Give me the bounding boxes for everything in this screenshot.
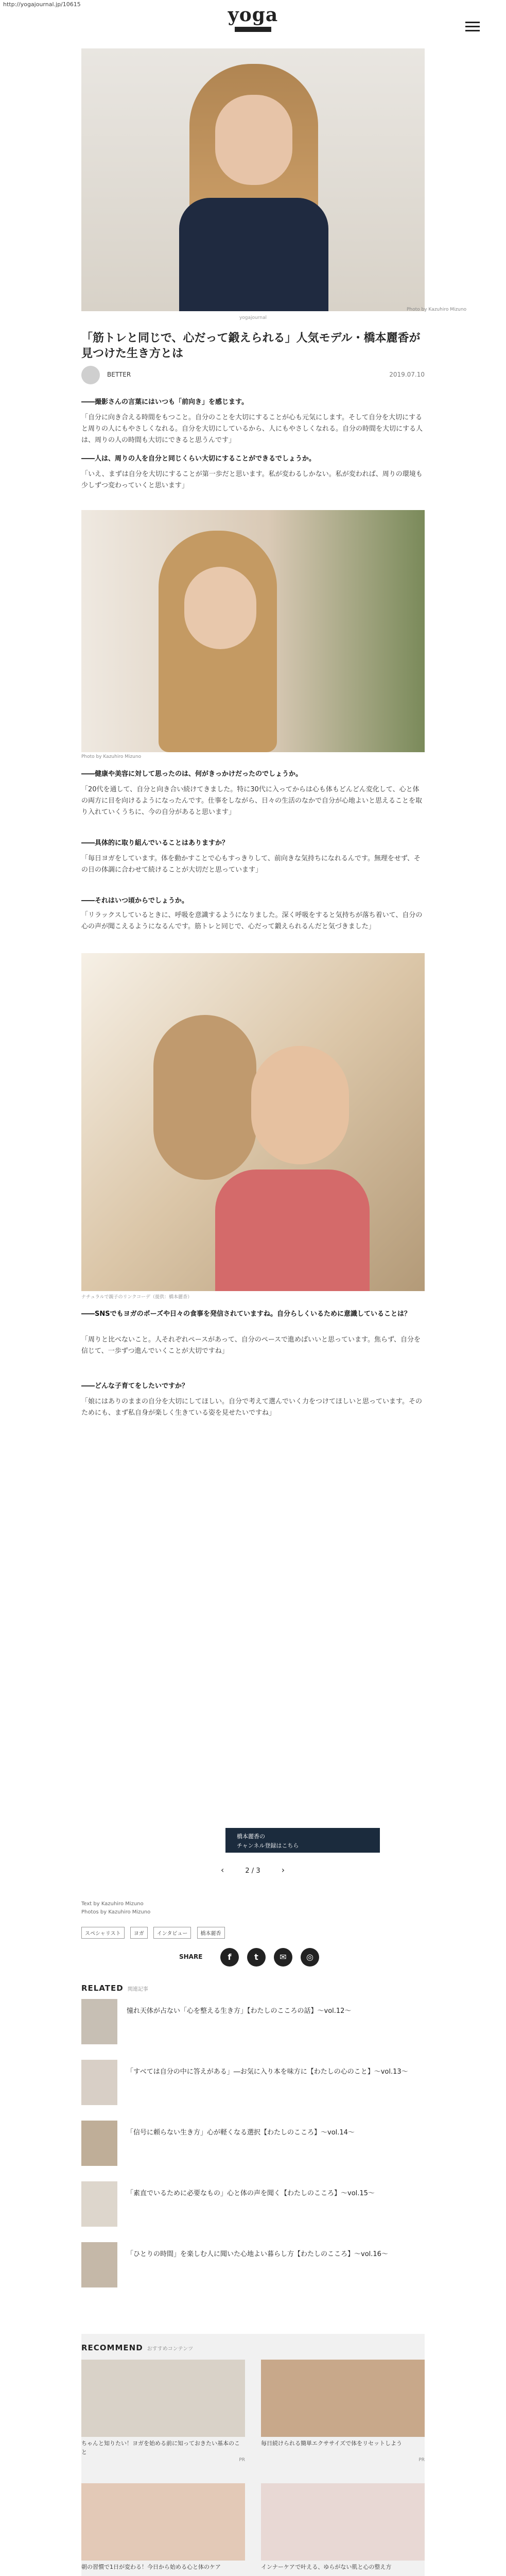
related-title: 「素直でいるために必要なもの」心と体の声を聞く【わたしのこころ】～vol.15～ xyxy=(127,2190,375,2197)
prev-page-icon[interactable]: ‹ xyxy=(220,1865,224,1875)
hamburger-menu-icon[interactable] xyxy=(465,22,480,32)
recommend-image xyxy=(261,2360,425,2437)
article-paragraph: 「いえ、まずは自分を大切にすることが第一歩だと思います。私が変わるしかない。私が変われば、周りの環境も少しずつ変わっていくと思います」 xyxy=(81,470,423,489)
article-question: ――それはいつ頃からでしょうか。 xyxy=(81,897,188,905)
page-url: http://yogajournal.jp/10615 xyxy=(3,1,81,8)
author-avatar xyxy=(81,366,100,384)
photo-credit: ナチュラルで親子のリンクコーデ（提供：橋本麗香） xyxy=(81,1295,193,1300)
mail-share-icon[interactable]: ✉ xyxy=(274,1948,292,1967)
share-bar xyxy=(179,1946,334,1969)
recommend-card[interactable] xyxy=(261,2360,425,2463)
related-item[interactable] xyxy=(81,2060,425,2105)
article-photo xyxy=(81,953,425,1291)
tag-list xyxy=(81,1927,425,1939)
article-paragraph: 「リラックスしているときに、呼吸を意識するようになりました。深く呼吸をすると気持ちが落ち着いて、自分の心の声が聞こえるようになるんです。筋トレと同じで、心だって鍛えられるんだと気づきました」 xyxy=(81,911,423,930)
article-question: ――撮影さんの言葉にはいつも「前向き」を感じます。 xyxy=(81,398,248,406)
author-row xyxy=(81,365,425,385)
recommend-source: PR xyxy=(418,2458,425,2463)
recommend-title: 毎日続けられる簡単エクササイズで体をリセットしよう xyxy=(261,2440,403,2447)
related-thumb xyxy=(81,2121,117,2166)
byline-text: Text by Kazuhiro Mizuno xyxy=(81,1901,144,1907)
related-item[interactable] xyxy=(81,2181,425,2227)
video-ad-banner[interactable] xyxy=(225,1828,380,1853)
recommend-source: PR xyxy=(239,2458,245,2463)
tag[interactable]: スペシャリスト xyxy=(81,1927,125,1939)
article-paragraph: 「周りと比べないこと。人それぞれペースがあって、自分のペースで進めばいいと思っています。焦らず、自分を信じて、一歩ずつ進んでいくことが大切ですね」 xyxy=(81,1336,421,1355)
related-title: 「信号に頼らない生き方」心が軽くなる選択【わたしのこころ】～vol.14～ xyxy=(127,2129,355,2137)
recommend-image xyxy=(81,2360,245,2437)
tag[interactable]: ヨガ xyxy=(130,1927,148,1939)
related-title: 「ひとりの時間」を楽しむ人に聞いた心地よい暮らし方【わたしのこころ】～vol.16～ xyxy=(127,2250,388,2258)
ad-line1: 橋本麗香の xyxy=(237,1833,265,1840)
recommend-card[interactable] xyxy=(81,2483,245,2576)
author-name[interactable]: BETTER xyxy=(107,371,131,378)
article-paragraph: 「20代を通して、自分と向き合い続けてきました。特に30代に入ってからは心も体もどんどん変化して、心と体の両方に目を向けるようになったんです。仕事をしながら、日々の生活のなかで自分が心地よいと思えることを取り入れていくうちに、今の自分があると思います」 xyxy=(81,786,422,816)
photo-credit: Photo by Kazuhiro Mizuno xyxy=(81,754,142,759)
hero-image xyxy=(81,48,425,311)
related-title: 憧れ天体が占ない「心を整える生き方」【わたしのこころの話】～vol.12～ xyxy=(127,2007,352,2015)
article-paragraph: 「毎日ヨガをしています。体を動かすことで心もすっきりして、前向きな気持ちになれるんです。無理をせず、その日の体調に合わせて続けることが大切だと思っています」 xyxy=(81,855,421,874)
hero-credit: Photo by Kazuhiro Mizuno xyxy=(407,307,467,312)
recommend-title: ちゃんと知りたい！ヨガを始める前に知っておきたい基本のこと xyxy=(81,2440,240,2455)
site-header xyxy=(0,0,506,44)
share-label: SHARE xyxy=(179,1953,203,1960)
page-indicator: 2 / 3 xyxy=(245,1867,260,1875)
tag[interactable]: インタビュー xyxy=(153,1927,191,1939)
pagination xyxy=(201,1865,304,1880)
recommend-card[interactable] xyxy=(81,2360,245,2463)
tag[interactable]: 橋本麗香 xyxy=(197,1927,225,1939)
related-item[interactable] xyxy=(81,2121,425,2166)
hero-caption: yogajournal xyxy=(239,315,267,320)
ad-line2: チャンネル登録はこちら xyxy=(237,1842,299,1849)
recommend-title: 朝の習慣で1日が変わる！今日から始める心と体のケア xyxy=(81,2564,221,2570)
related-thumb xyxy=(81,1999,117,2044)
article-paragraph: 「自分に向き合える時間をもつこと。自分のことを大切にすることが心も元気にします。そして自分を大切にすると周りの人にもやさしくなれる。自分を大切にしているから、人にもやさしくなれる。自分の時間を大切にする人は、周りの人の時間も大切にできると思うんです」 xyxy=(81,414,423,444)
recommend-title: インナーケアで叶える、ゆらがない肌と心の整え方 xyxy=(261,2564,392,2570)
article-question: ――健康や美容に対して思ったのは、何がきっかけだったのでしょうか。 xyxy=(81,770,303,778)
article-question: ――具体的に取り組んでいることはありますか？ xyxy=(81,839,229,847)
publish-date: 2019.07.10 xyxy=(389,371,425,378)
related-thumb xyxy=(81,2242,117,2287)
line-share-icon[interactable]: ◎ xyxy=(301,1948,319,1967)
next-page-icon[interactable]: › xyxy=(281,1865,285,1875)
byline-photo: Photos by Kazuhiro Mizuno xyxy=(81,1909,151,1915)
related-thumb xyxy=(81,2060,117,2105)
related-item[interactable] xyxy=(81,2242,425,2287)
site-logo[interactable]: yoga xyxy=(228,4,278,26)
recommend-card[interactable] xyxy=(261,2483,425,2576)
article-question: ――人は、周りの人を自分と同じくらい大切にすることができるでしょうか。 xyxy=(81,455,316,463)
related-title: 「すべては自分の中に答えがある」―お気に入り本を味方に【わたしの心のこと】～vol.13～ xyxy=(127,2068,408,2076)
article-paragraph: 「娘にはありのままの自分を大切にしてほしい。自分で考えて選んでいく力をつけてほしいと思っています。そのためにも、まず私自身が楽しく生きている姿を見せたいですね」 xyxy=(81,1398,422,1417)
recommend-image xyxy=(261,2483,425,2561)
logo-bar xyxy=(235,27,271,32)
related-thumb xyxy=(81,2181,117,2227)
related-item[interactable] xyxy=(81,1999,425,2044)
article-photo xyxy=(81,510,425,752)
article-question: ――どんな子育てをしたいですか？ xyxy=(81,1382,189,1390)
related-heading: RELATED 関連記事 xyxy=(81,1984,148,1993)
recommend-heading: RECOMMEND おすすめコンテンツ xyxy=(81,2343,194,2352)
article-question: ――SNSでもヨガのポーズや日々の食事を発信されていますね。自分らしくいるために意識していることは？ xyxy=(81,1310,411,1318)
facebook-share-icon[interactable]: f xyxy=(220,1948,239,1967)
recommend-image xyxy=(81,2483,245,2561)
article-title: 「筋トレと同じで、心だって鍛えられる」人気モデル・橋本麗香が見つけた生き方とは xyxy=(81,332,421,360)
twitter-share-icon[interactable]: t xyxy=(247,1948,266,1967)
